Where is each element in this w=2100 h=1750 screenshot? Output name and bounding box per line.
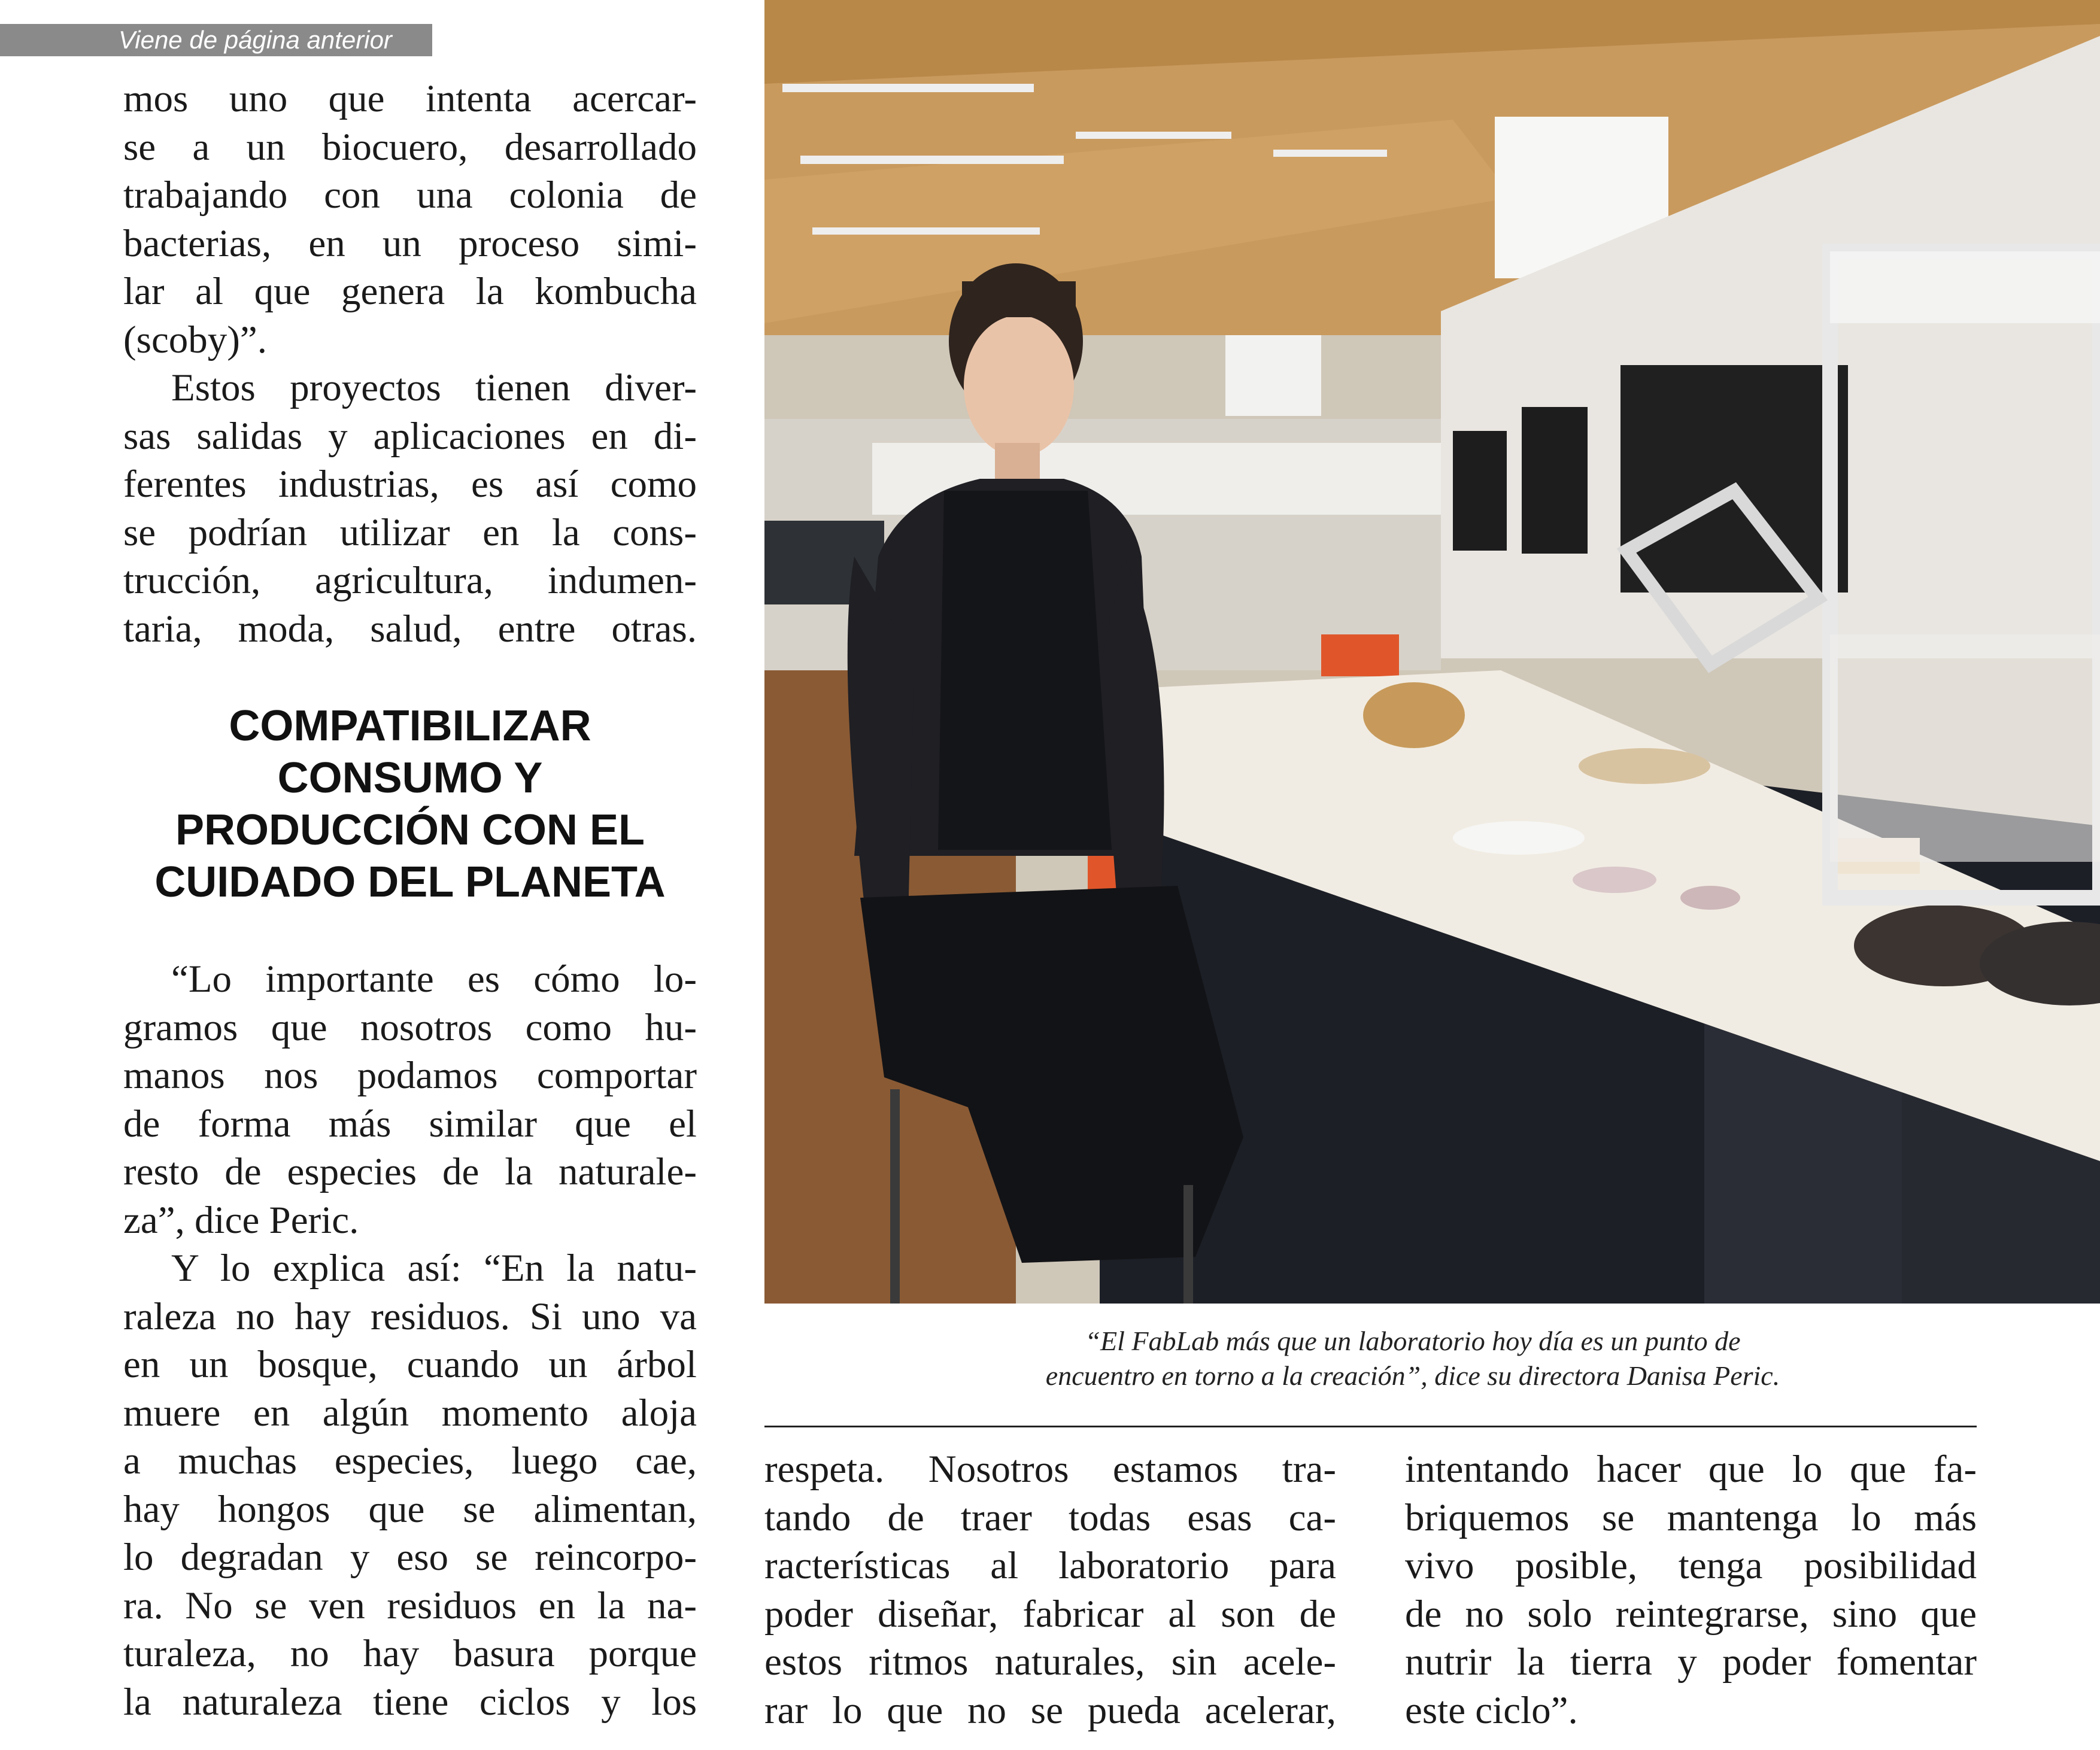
heading-line: CUIDADO DEL PLANETA [154, 858, 666, 906]
text-line: se podrían utilizar en la cons- [123, 511, 697, 554]
lab-photo [764, 0, 2100, 1304]
section-heading [123, 700, 697, 909]
text-line: poder diseñar, fabricar al son de [764, 1592, 1336, 1636]
column-divider-rule [764, 1426, 1977, 1427]
article-column-middle [764, 1445, 1336, 1734]
text-line: de forma más similar que el [123, 1102, 697, 1146]
article-column-left-bottom [123, 955, 697, 1726]
heading-line: CONSUMO Y [277, 754, 543, 802]
text-line: turaleza, no hay basura porque [123, 1632, 697, 1675]
text-line: estos ritmos naturales, sin acele- [764, 1640, 1336, 1684]
text-line: nutrir la tierra y poder fomentar [1405, 1640, 1977, 1684]
text-line: za”, dice Peric. [123, 1198, 359, 1242]
text-line: a muchas especies, luego cae, [123, 1439, 697, 1482]
article-column-left-top [123, 75, 697, 653]
text-line: rar lo que no se pueda acelerar, [764, 1688, 1336, 1732]
heading-line: PRODUCCIÓN CON EL [175, 806, 645, 854]
text-line: muere en algún momento aloja [123, 1391, 697, 1435]
text-line: bacterias, en un proceso simi- [123, 221, 697, 265]
text-line: hay hongos que se alimentan, [123, 1487, 697, 1531]
text-line: trabajando con una colonia de [123, 174, 697, 217]
text-line: vivo posible, tenga posibilidad [1405, 1544, 1977, 1587]
photo-caption [796, 1324, 2029, 1393]
text-line: respeta. Nosotros estamos tra- [764, 1448, 1336, 1491]
text-line: manos nos podamos comportar [123, 1054, 697, 1097]
text-line: ra. No se ven residuos en la na- [123, 1584, 697, 1627]
text-line: en un bosque, cuando un árbol [123, 1343, 697, 1386]
text-line: racterísticas al laboratorio para [764, 1544, 1336, 1587]
text-line: “Lo importante es cómo lo- [171, 958, 697, 1001]
caption-line: encuentro en torno a la creación”, dice su directora Danisa Peric. [1045, 1360, 1780, 1391]
text-line: Estos proyectos tienen diver- [171, 366, 697, 409]
text-line: Y lo explica así: “En la natu- [171, 1247, 697, 1290]
article-column-right [1405, 1445, 1977, 1734]
text-line: gramos que nosotros como hu- [123, 1005, 697, 1049]
text-line: lar al que genera la kombucha [123, 270, 697, 313]
heading-line: COMPATIBILIZAR [229, 702, 591, 750]
text-line: trucción, agricultura, indumen- [123, 559, 697, 602]
text-line: mos uno que intenta acercar- [123, 77, 697, 120]
text-line: raleza no hay residuos. Si uno va [123, 1295, 697, 1338]
text-line: se a un biocuero, desarrollado [123, 125, 697, 169]
text-line: briquemos se mantenga lo más [1405, 1496, 1977, 1539]
text-line: lo degradan y eso se reincorpo- [123, 1536, 697, 1579]
continuation-tag: Viene de página anterior [0, 24, 432, 56]
text-line: resto de especies de la naturale- [123, 1150, 697, 1193]
text-line: taria, moda, salud, entre otras. [123, 607, 697, 651]
caption-line: “El FabLab más que un laboratorio hoy día es un punto de [1085, 1326, 1741, 1356]
text-line: la naturaleza tiene ciclos y los [123, 1680, 697, 1724]
text-line: intentando hacer que lo que fa- [1405, 1448, 1977, 1491]
text-line: de no solo reintegrarse, sino que [1405, 1592, 1977, 1636]
text-line: ferentes industrias, es así como [123, 463, 697, 506]
text-line: tando de traer todas esas ca- [764, 1496, 1336, 1539]
text-line: (scoby)”. [123, 318, 268, 361]
text-line: sas salidas y aplicaciones en di- [123, 414, 697, 458]
text-line: este ciclo”. [1405, 1688, 1578, 1732]
